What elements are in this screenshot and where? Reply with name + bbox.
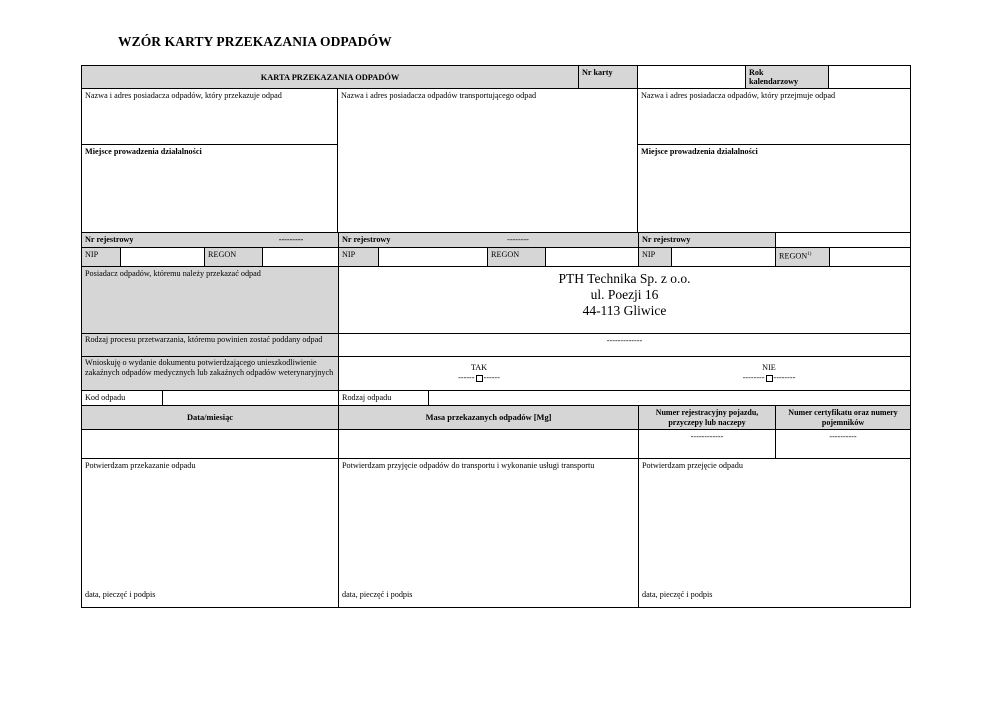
receiver-reg-label: Nr rejestrowy xyxy=(638,232,775,247)
card-number-field[interactable] xyxy=(637,66,745,89)
request-no-dashes-right: -------- xyxy=(773,373,796,382)
handover-signature-label: data, pieczęć i podpis xyxy=(85,590,156,599)
request-no-dashes-left: -------- xyxy=(742,373,765,382)
recipient-line-2: ul. Poezji 16 xyxy=(590,287,659,302)
receiver-regon-field[interactable] xyxy=(829,247,910,266)
receipt-confirmation-box[interactable] xyxy=(638,458,910,607)
transport-confirmation-label: Potwierdzam przyjęcie odpadów do transportu i wykonanie usługi transportu xyxy=(342,461,595,470)
waste-type-label: Rodzaj odpadu xyxy=(338,390,428,405)
receipt-confirmation-label: Potwierdzam przejęcie odpadu xyxy=(642,461,743,470)
request-yes-label: TAK xyxy=(470,363,488,372)
year-label-line-1: Rok xyxy=(749,68,764,77)
page-title: WZÓR KARTY PRZEKAZANIA ODPADÓW xyxy=(118,34,392,49)
request-yes-option[interactable] xyxy=(429,363,529,383)
receiver-reg-field[interactable] xyxy=(775,232,910,247)
year-field[interactable] xyxy=(828,66,910,89)
waste-type-field[interactable] xyxy=(428,390,910,405)
receiver-regon-footnote: 1) xyxy=(807,252,812,257)
transporter-nip-label: NIP xyxy=(338,247,378,266)
col-mass-header: Masa przekazanych odpadów [Mg] xyxy=(338,405,638,429)
holder-reg-label: Nr rejestrowy xyxy=(82,232,244,247)
col-cert-header: Numer certyfikatu oraz numery pojemników xyxy=(775,405,910,429)
transporter-reg-value: -------- xyxy=(488,232,548,247)
recipient-line-3: 44-113 Gliwice xyxy=(582,303,667,318)
recipient-label: Posiadacz odpadów, któremu należy przekazać odpad xyxy=(82,266,338,333)
waste-code-field[interactable] xyxy=(162,390,338,405)
transporter-reg-label: Nr rejestrowy xyxy=(338,232,488,247)
handover-confirmation-label: Potwierdzam przekazanie odpadu xyxy=(85,461,196,470)
request-options xyxy=(338,356,910,390)
request-no-checkbox[interactable] xyxy=(766,375,773,382)
receiver-name-label: Nazwa i adres posiadacza odpadów, który przejmuje odpad xyxy=(641,91,836,100)
card-number-label: Nr karty xyxy=(578,66,637,89)
recipient-line-1: PTH Technika Sp. z o.o. xyxy=(558,271,691,286)
receiver-regon-label xyxy=(775,247,829,266)
request-yes-checkbox[interactable] xyxy=(476,375,483,382)
receiver-place-field[interactable] xyxy=(638,145,910,232)
holder-regon-field[interactable] xyxy=(262,247,338,266)
receiver-nip-field[interactable] xyxy=(671,247,775,266)
receiver-place-label: Miejsce prowadzenia działalności xyxy=(641,147,758,156)
receiver-name-field[interactable] xyxy=(638,89,910,145)
request-yes-dashes-right: ------ xyxy=(483,373,500,382)
card-title: KARTA PRZEKAZANIA ODPADÓW xyxy=(82,66,578,89)
process-value: ------------- xyxy=(338,333,910,356)
holder-place-field[interactable] xyxy=(82,145,338,232)
mass-field[interactable] xyxy=(338,429,638,458)
transport-confirmation-box[interactable] xyxy=(338,458,638,607)
request-yes-dashes-left: ------ xyxy=(458,373,475,382)
holder-reg-value: --------- xyxy=(244,232,338,247)
holder-regon-label: REGON xyxy=(204,247,262,266)
receipt-signature-label: data, pieczęć i podpis xyxy=(642,590,713,599)
waste-code-label: Kod odpadu xyxy=(82,390,162,405)
transporter-reg-blank xyxy=(548,232,638,247)
transporter-regon-field[interactable] xyxy=(545,247,638,266)
year-label xyxy=(745,66,828,89)
handover-confirmation-box[interactable] xyxy=(82,458,338,607)
transporter-name-field[interactable] xyxy=(338,89,638,232)
transporter-name-label: Nazwa i adres posiadacza odpadów transportującego odpad xyxy=(341,91,537,100)
receiver-regon-text: REGON xyxy=(779,251,808,261)
transporter-nip-field[interactable] xyxy=(378,247,487,266)
receiver-nip-label: NIP xyxy=(638,247,671,266)
holder-nip-field[interactable] xyxy=(120,247,204,266)
holder-place-label: Miejsce prowadzenia działalności xyxy=(85,147,202,156)
recipient-address xyxy=(338,266,910,333)
transport-signature-label: data, pieczęć i podpis xyxy=(342,590,413,599)
cert-value: ---------- xyxy=(775,429,910,458)
holder-nip-label: NIP xyxy=(82,247,120,266)
holder-name-field[interactable] xyxy=(82,89,338,145)
waste-transfer-card-form xyxy=(81,65,911,608)
col-date-header: Data/miesiąc xyxy=(82,405,338,429)
holder-name-label: Nazwa i adres posiadacza odpadów, który przekazuje odpad xyxy=(85,91,282,100)
vehicle-value: ------------ xyxy=(638,429,775,458)
year-label-line-2: kalendarzowy xyxy=(749,77,799,86)
col-vehicle-header: Numer rejestracyjny pojazdu, przyczepy lub naczepy xyxy=(638,405,775,429)
date-field[interactable] xyxy=(82,429,338,458)
request-label: Wnioskuję o wydanie dokumentu potwierdzającego unieszkodliwienie zakaźnych odpadów medycznych lub zakaźnych odpadów weterynaryjnych xyxy=(82,356,338,390)
process-label: Rodzaj procesu przetwarzania, któremu powinien zostać poddany odpad xyxy=(82,333,338,356)
transporter-regon-label: REGON xyxy=(487,247,545,266)
request-no-option[interactable] xyxy=(719,363,819,383)
request-no-label: NIE xyxy=(762,363,776,372)
